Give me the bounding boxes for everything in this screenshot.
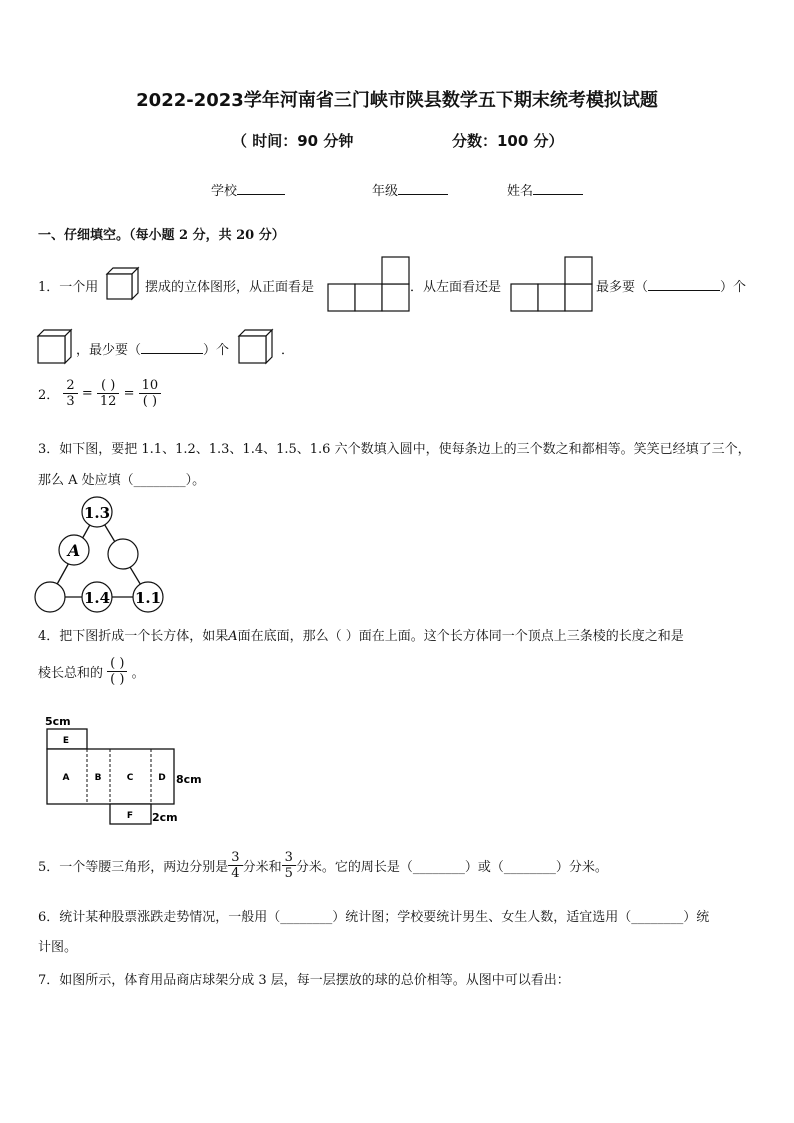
q4-line1: 4．把下图折成一个长方体，如果A面在底面，那么（ ）面在上面。这个长方体同一个顶点上三条棱的长度之和是 (38, 629, 684, 644)
name-field (507, 180, 583, 199)
score-label: 分数：100 分） (452, 132, 564, 150)
face-label: C (126, 773, 134, 783)
q4-blank-numerator[interactable]: ( ) (110, 656, 125, 671)
q1-num-text: 1．一个用 (38, 280, 99, 295)
name-blank[interactable] (533, 180, 583, 195)
q6-line2: 计图。 (38, 940, 78, 955)
q4-line2: 棱长总和的 $\frac{( )}{( )}$ 。 (38, 656, 145, 687)
cuboid-net-figure (40, 713, 215, 828)
name-label: 姓名 (507, 184, 534, 199)
grade-blank[interactable] (398, 180, 448, 195)
q1-text-b: 摆成的立体图形，从正面看是 (145, 280, 315, 295)
school-label: 学校 (211, 184, 238, 199)
q1-text-f: ，最少要（ ）个 (76, 339, 229, 358)
grade-field (372, 180, 448, 199)
face-label: F (126, 811, 134, 821)
triangle-circles-figure (36, 497, 166, 612)
q1-text-c: ．从左面看还是 (410, 280, 502, 295)
circle-label: 1.1 (134, 589, 162, 607)
q1-min-blank[interactable] (141, 339, 203, 354)
circle-label: A (67, 541, 81, 560)
q1-text-d: 最多要（ ）个 (596, 276, 746, 295)
q1-text-h: ． (281, 343, 295, 358)
q7-line1: 7．如图所示，体育用品商店球架分成 3 层，每一层摆放的球的总价相等。从图中可以看出： (38, 973, 570, 988)
dimension-label: 5cm (45, 715, 71, 728)
dimension-label: 8cm (176, 773, 202, 786)
cube-icon (107, 268, 141, 302)
q2-blank-numerator[interactable]: ( ) (101, 378, 116, 393)
face-label: B (94, 773, 102, 783)
q4-blank-denominator[interactable]: ( ) (107, 671, 127, 687)
exam-title: 2022-2023学年河南省三门峡市陕县数学五下期末统考模拟试题 (136, 90, 658, 111)
school-blank[interactable] (237, 180, 285, 195)
q1-max-blank[interactable] (648, 276, 720, 291)
face-label: A (62, 773, 70, 783)
school-field (211, 180, 285, 199)
q3-line2: 那么 A 处应填（________）。 (38, 473, 206, 488)
front-view-figure (328, 257, 410, 311)
q2-equation: 2． $\frac{2}{3}$ = $\frac{( )}{12}$ = $\frac{10}{( )}$ (38, 378, 161, 409)
section-heading: 一、仔细填空。（每小题 2 分，共 20 分） (38, 228, 285, 243)
circle-label: 1.3 (83, 504, 111, 522)
cube-icon (239, 330, 275, 364)
q2-blank-denominator[interactable]: ( ) (139, 393, 162, 409)
circle-label: 1.4 (83, 589, 111, 607)
dimension-label: 2cm (152, 811, 178, 824)
face-label: D (158, 773, 166, 783)
face-label: E (62, 736, 70, 746)
time-label: （ 时间：90 分钟 (232, 132, 354, 150)
q6-line1: 6．统计某种股票涨跌走势情况，一般用（________）统计图；学校要统计男生、女生人数，适宜选用（________）统 (38, 910, 710, 925)
q5-line: 5．一个等腰三角形，两边分别是 $\frac{3}{4}$ 分米和 $\frac{3}{5}$ 分米。它的周长是（________）或（________）分米。 (38, 850, 608, 881)
cube-icon (38, 330, 74, 364)
left-view-figure (511, 257, 593, 311)
grade-label: 年级 (372, 184, 399, 199)
q3-line1: 3．如下图，要把 1.1、1.2、1.3、1.4、1.5、1.6 六个数填入圆中，使每条边上的三个数之和都相等。笑笑已经填了三个， (38, 442, 751, 457)
